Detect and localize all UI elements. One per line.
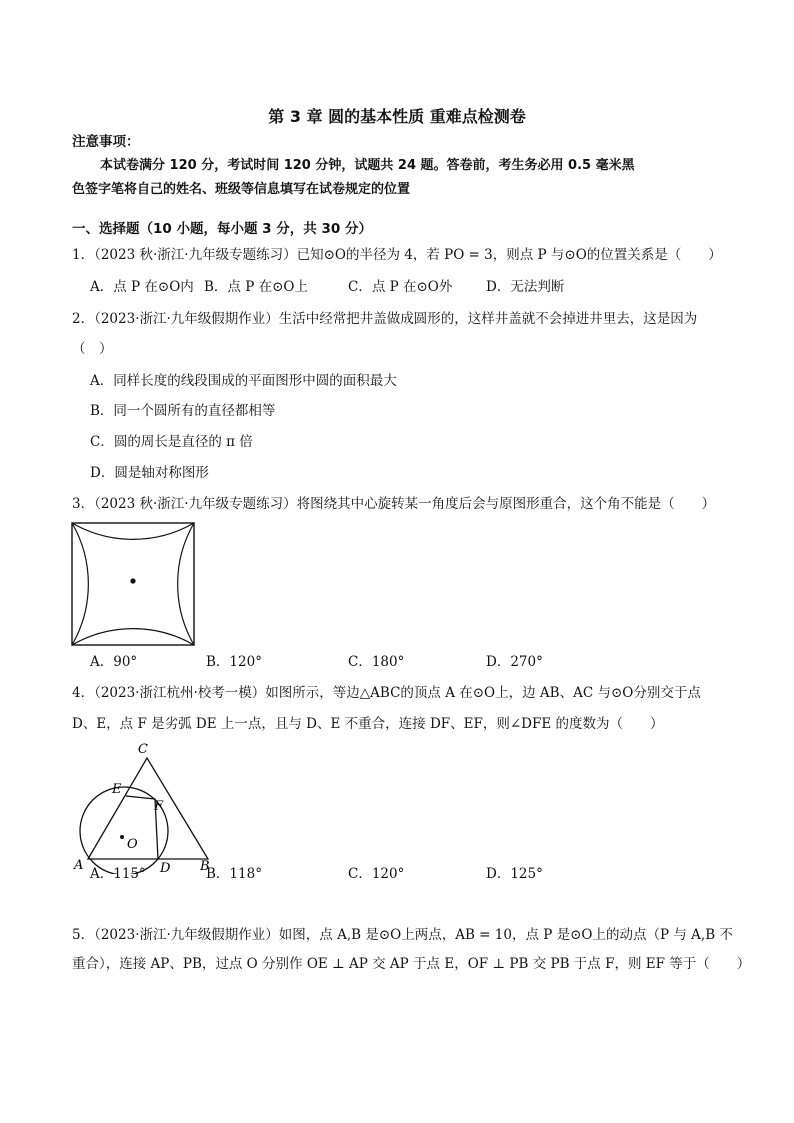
q4-option-d[interactable]: D．125°: [486, 866, 543, 882]
q4-label-b: B: [200, 859, 210, 874]
page-title: 第 3 章 圆的基本性质 重难点检测卷: [268, 107, 526, 126]
q3-arc-top: [72, 523, 194, 539]
q1-option-a[interactable]: A．点 P 在⊙O内: [90, 279, 194, 295]
q2-option-d[interactable]: D．圆是轴对称图形: [90, 465, 209, 481]
q4-stem-line-2: D、E，点 F 是劣弧 DE 上一点，且与 D、E 不重合，连接 DF、EF，则∠DFE 的度数为（ ）: [72, 716, 664, 732]
q3-option-a[interactable]: A．90°: [90, 654, 138, 670]
q3-arc-right: [178, 523, 194, 645]
q2-stem-line-2: （ ）: [72, 341, 113, 357]
q1-option-c[interactable]: C．点 P 在⊙O外: [348, 279, 453, 295]
q4-figure-triangle-circle: [68, 738, 218, 874]
q3-option-d[interactable]: D．270°: [486, 654, 543, 670]
q2-stem-line-1: 2．（2023·浙江·九年级假期作业）生活中经常把井盖做成圆形的，这样井盖就不会掉进井里去，这是因为: [72, 311, 698, 327]
q4-label-f: F: [154, 799, 164, 814]
q4-option-c[interactable]: C．120°: [348, 866, 405, 882]
section-heading: 一、选择题（10 小题，每小题 3 分，共 30 分）: [72, 221, 372, 237]
q1-option-d[interactable]: D．无法判断: [486, 279, 565, 295]
q4-center-dot: [120, 835, 124, 839]
q4-label-a: A: [74, 858, 84, 873]
notice-line-1: 本试卷满分 120 分，考试时间 120 分钟，试题共 24 题。答卷前，考生务必用 0.5 毫米黑: [100, 158, 635, 173]
notice-line-2: 色签字笔将自己的姓名、班级等信息填写在试卷规定的位置: [72, 182, 411, 197]
q4-stem-line-1: 4．（2023·浙江杭州·校考一模）如图所示，等边△ABC的顶点 A 在⊙O上，边 AB、AC 与⊙O分别交于点: [72, 685, 701, 701]
q4-label-o: O: [127, 837, 138, 852]
q2-option-c[interactable]: C．圆的周长是直径的 π 倍: [90, 434, 253, 450]
q2-option-a[interactable]: A．同样长度的线段围成的平面图形中圆的面积最大: [90, 373, 397, 389]
q4-option-a[interactable]: A．115°: [90, 866, 146, 882]
q3-option-b[interactable]: B．120°: [206, 654, 262, 670]
q5-stem-line-1: 5．（2023·浙江·九年级假期作业）如图，点 A,B 是⊙O上两点，AB = 10，点 P 是⊙O上的动点（P 与 A,B 不: [72, 927, 733, 943]
q3-figure-square-arcs: [70, 521, 196, 647]
q3-stem: 3．（2023 秋·浙江·九年级专题练习）将图绕其中心旋转某一角度后会与原图形重合，这个角不能是（ ）: [72, 496, 716, 512]
q4-label-d: D: [160, 861, 171, 874]
q2-option-b[interactable]: B．同一个圆所有的直径都相等: [90, 403, 276, 419]
q3-center-dot: [130, 578, 135, 583]
q4-label-c: C: [138, 742, 148, 757]
q1-stem: 1．（2023 秋·浙江·九年级专题练习）已知⊙O的半径为 4，若 PO = 3，则点 P 与⊙O的位置关系是（ ）: [72, 247, 722, 263]
q3-arc-left: [72, 523, 88, 645]
q4-label-e: E: [112, 782, 122, 797]
q4-triangle: [88, 758, 208, 859]
notice-heading: 注意事项：: [72, 134, 140, 150]
q3-option-c[interactable]: C．180°: [348, 654, 405, 670]
q3-square: [72, 523, 194, 645]
q5-stem-line-2: 重合），连接 AP、PB，过点 O 分别作 OE ⊥ AP 交 AP 于点 E，OF ⊥ PB 交 PB 于点 F，则 EF 等于（ ）: [72, 956, 751, 972]
q1-option-b[interactable]: B．点 P 在⊙O上: [204, 279, 308, 295]
q4-option-b[interactable]: B．118°: [206, 866, 262, 882]
q3-arc-bottom: [72, 629, 194, 645]
